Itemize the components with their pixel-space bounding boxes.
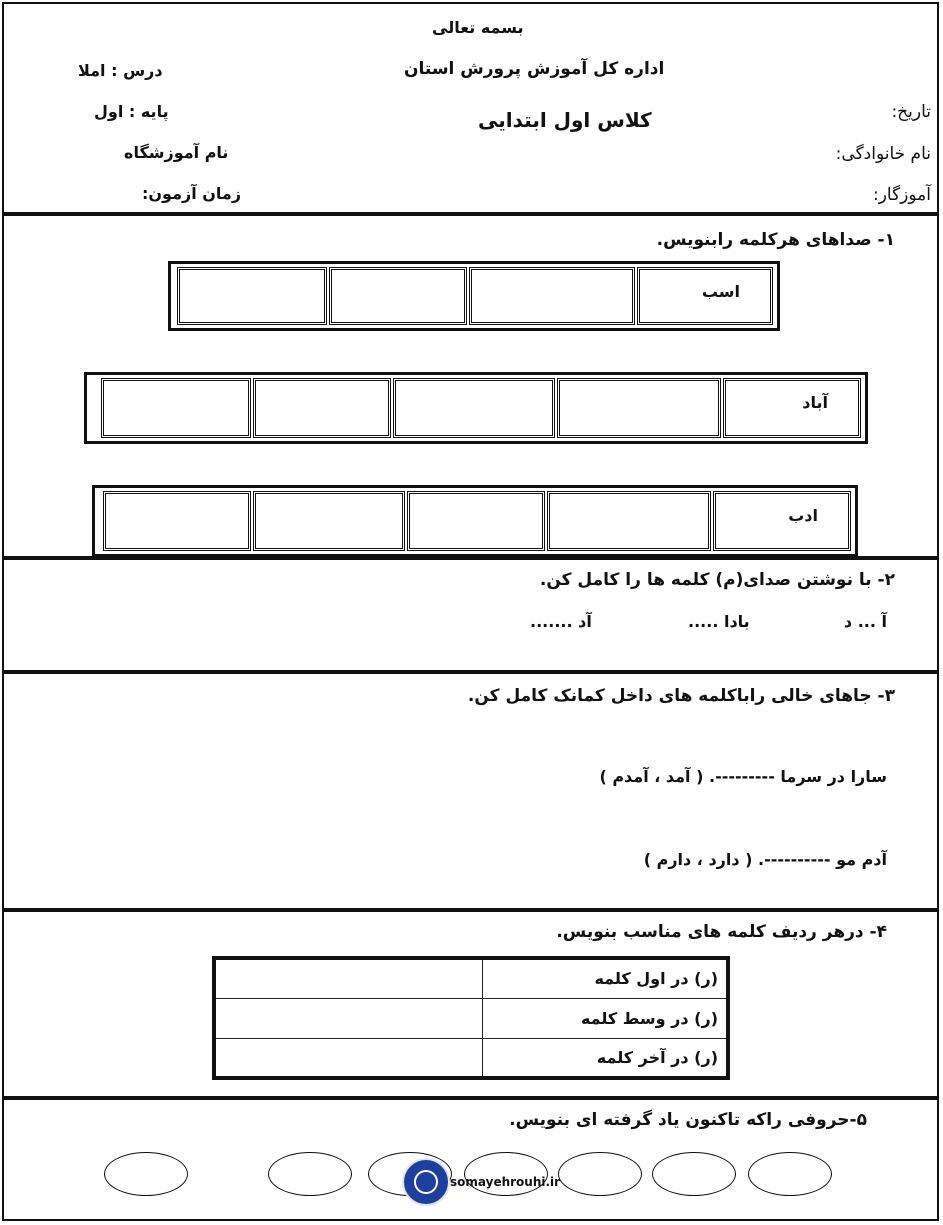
q2-item-2: بادا ..... <box>688 612 750 631</box>
word-1: اسب <box>701 282 740 301</box>
school-name-label: نام آموزشگاه <box>124 143 229 162</box>
subject-label: درس : املا <box>78 61 163 80</box>
answer-cell[interactable] <box>177 267 327 325</box>
q3-sentence-2: آدم مو ----------. ( دارد ، دارم ) <box>643 850 887 869</box>
word-row-3 <box>92 485 858 557</box>
word-cell <box>637 267 773 325</box>
word-3: ادب <box>788 506 818 525</box>
question-4-title: ۴- درهر ردیف کلمه های مناسب بنویس. <box>556 922 887 942</box>
question-2-title: ۲- با نوشتن صدای(م) کلمه ها را کامل کن. <box>539 570 895 590</box>
question-3-section <box>4 674 937 912</box>
teacher-label: آموزگار: <box>872 185 931 205</box>
question-1-title: ۱- صداهای هرکلمه رابنویس. <box>656 230 895 250</box>
letter-oval[interactable] <box>464 1152 548 1196</box>
row-label: (ر) در وسط کلمه <box>482 998 728 1038</box>
row-label: (ر) در آخر کلمه <box>482 1038 728 1078</box>
office-title: اداره کل آموزش پرورش استان <box>404 59 665 79</box>
question-1-section <box>4 216 937 560</box>
answer-cell[interactable] <box>253 491 405 551</box>
table-row <box>214 958 728 998</box>
word-2: آباد <box>802 393 828 412</box>
answer-cell[interactable] <box>101 378 251 438</box>
table-row <box>214 1038 728 1078</box>
answer-cell[interactable] <box>214 1038 482 1078</box>
letter-oval[interactable] <box>558 1152 642 1196</box>
answer-cell[interactable] <box>214 998 482 1038</box>
letter-oval[interactable] <box>748 1152 832 1196</box>
row-label: (ر) در اول کلمه <box>482 958 728 998</box>
word-row-2 <box>84 372 868 444</box>
watermark-logo-icon <box>402 1158 450 1206</box>
q3-sentence-1: سارا در سرما ---------. ( آمد ، آمدم ) <box>599 767 887 786</box>
answer-cell[interactable] <box>547 491 711 551</box>
answer-cell[interactable] <box>103 491 251 551</box>
question-5-title: ۵-حروفی راکه تاکنون یاد گرفته ای بنویس. <box>509 1110 867 1130</box>
q2-item-3: آد ....... <box>530 612 592 631</box>
answer-cell[interactable] <box>407 491 545 551</box>
answer-cell[interactable] <box>253 378 391 438</box>
word-cell <box>713 491 851 551</box>
answer-cell[interactable] <box>557 378 721 438</box>
question-2-section <box>4 560 937 674</box>
exam-sheet <box>2 2 939 1221</box>
letter-oval[interactable] <box>268 1152 352 1196</box>
word-row-1 <box>168 261 780 331</box>
table-row <box>214 998 728 1038</box>
answer-cell[interactable] <box>329 267 467 325</box>
word-cell <box>723 378 861 438</box>
basmala: بسمه تعالی <box>432 18 524 37</box>
watermark-text: somayehrouhi.ir <box>450 1175 561 1189</box>
family-name-label: نام خانوادگی: <box>835 144 931 164</box>
answer-cell[interactable] <box>469 267 635 325</box>
date-label: تاریخ: <box>891 102 931 122</box>
question-4-section <box>4 912 937 1100</box>
q2-item-1: آ ... د <box>843 612 887 631</box>
q4-table <box>212 956 730 1080</box>
exam-time-label: زمان آزمون: <box>142 184 242 203</box>
grade-label: پایه : اول <box>94 102 169 121</box>
class-title: کلاس اول ابتدایی <box>478 108 652 132</box>
letter-oval[interactable] <box>652 1152 736 1196</box>
answer-cell[interactable] <box>393 378 555 438</box>
answer-cell[interactable] <box>214 958 482 998</box>
header-section <box>4 4 937 216</box>
letter-oval[interactable] <box>104 1152 188 1196</box>
question-3-title: ۳- جاهای خالی راباکلمه های داخل کمانک کامل کن. <box>467 686 895 706</box>
